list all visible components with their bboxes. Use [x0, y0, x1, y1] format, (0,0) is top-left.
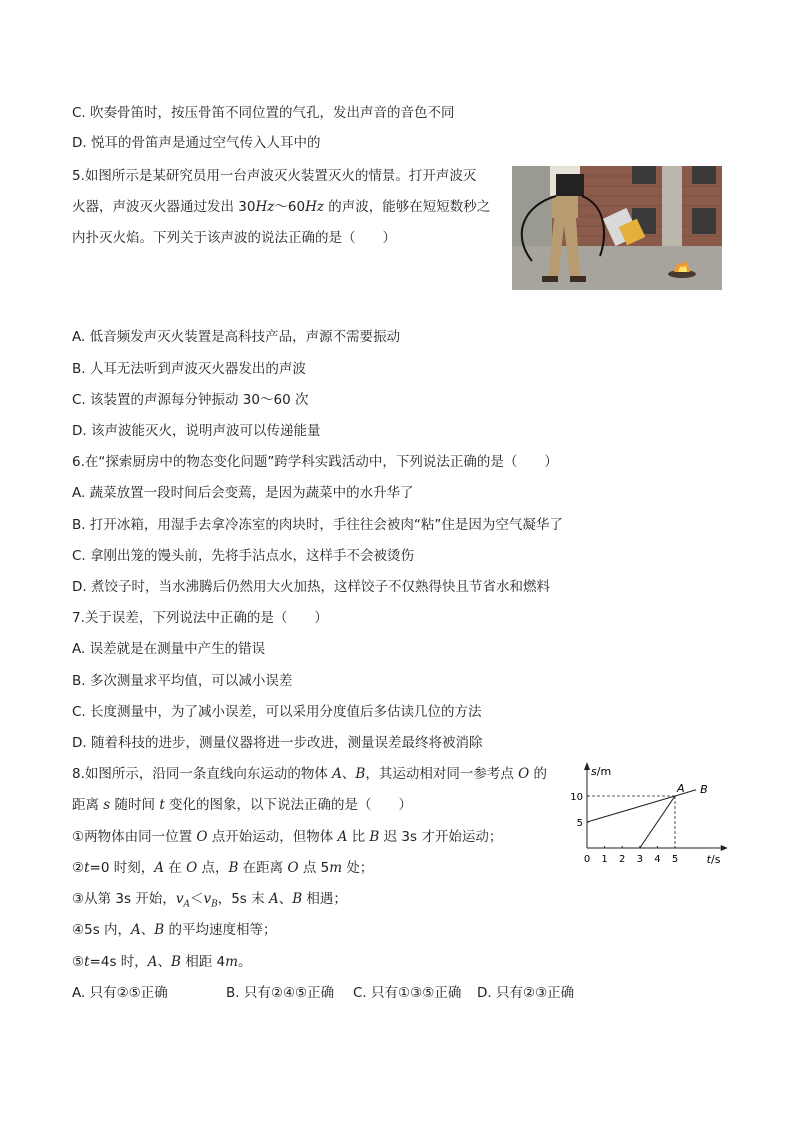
- q7-option-a: A. 误差就是在测量中产生的错误: [72, 641, 266, 657]
- q4-option-c: C. 吹奏骨笛时，按压骨笛不同位置的气孔，发出声音的音色不同: [72, 105, 455, 121]
- sonic-extinguisher-photo: [512, 166, 722, 290]
- y-tick-label: 5: [576, 818, 583, 829]
- q5-stem-line2: 火器，声波灭火器通过发出 30Hz～60Hz 的声波，能够在短短数秒之: [72, 199, 491, 215]
- q7-option-c: C. 长度测量中，为了减小误差，可以采用分度值后多估读几位的方法: [72, 704, 482, 720]
- x-tick-label: 3: [636, 854, 643, 865]
- q8-statement-5: ⑤t=4s 时，A、B 相距 4m。: [72, 954, 252, 970]
- q6-option-d: D. 煮饺子时，当水沸腾后仍然用大火加热，这样饺子不仅熟得快且节省水和燃料: [72, 579, 550, 595]
- q7-option-b: B. 多次测量求平均值，可以减小误差: [72, 673, 293, 689]
- q8-statement-2: ②t=0 时刻，A 在 O 点，B 在距离 O 点 5m 处；: [72, 860, 374, 876]
- q5-stem-line3: 内扑灭火焰。下列关于该声波的说法正确的是（ ）: [72, 230, 396, 246]
- q8-option-a: A. 只有②⑤正确: [72, 985, 168, 1001]
- q8-option-c: C. 只有①③⑤正确: [353, 985, 462, 1001]
- q8-option-b: B. 只有②④⑤正确: [226, 985, 335, 1001]
- y-tick-label: 10: [570, 792, 583, 803]
- q6-stem: 6.在“探索厨房中的物态变化问题”跨学科实践活动中，下列说法正确的是（ ）: [72, 454, 558, 470]
- q8-statement-3: ③从第 3s 开始，$v_A<v_B$，5s 末 A、B 相遇；: [72, 891, 347, 910]
- q8-statement-4: ④5s 内，A、B 的平均速度相等；: [72, 922, 277, 938]
- q5-option-b: B. 人耳无法听到声波灭火器发出的声波: [72, 361, 306, 377]
- q5-option-a: A. 低音频发声灭火装置是高科技产品，声源不需要振动: [72, 329, 401, 345]
- y-axis-arrow: [584, 762, 590, 770]
- series-a-label: A: [677, 782, 685, 795]
- q8-option-d: D. 只有②③正确: [477, 985, 575, 1001]
- x-tick-label: 2: [619, 854, 626, 865]
- q8-statement-1: ①两物体由同一位置 O 点开始运动，但物体 A 比 B 迟 3s 才开始运动；: [72, 829, 503, 845]
- series-b-label: B: [700, 782, 708, 796]
- y-axis-label: s/m: [591, 765, 612, 778]
- x-tick-label: 0: [583, 854, 591, 865]
- x-tick-label: 5: [671, 854, 679, 865]
- q8-stem-line2: 距离 s 随时间 t 变化的图象，以下说法正确的是（ ）: [72, 797, 413, 813]
- q5-option-c: C. 该装置的声源每分钟振动 30～60 次: [72, 392, 309, 408]
- x-tick-label: 1: [601, 854, 608, 865]
- x-axis-label: t/s: [706, 853, 721, 866]
- q6-option-a: A. 蔬菜放置一段时间后会变蔫，是因为蔬菜中的水升华了: [72, 485, 414, 501]
- q8-options: [72, 983, 574, 1003]
- q6-option-c: C. 拿刚出笼的馒头前，先将手沾点水，这样手不会被烫伤: [72, 548, 415, 564]
- q6-option-b: B. 打开冰箱，用湿手去拿冷冻室的肉块时，手往往会被肉“粘”住是因为空气凝华了: [72, 517, 563, 533]
- q7-stem: 7.关于误差，下列说法中正确的是（ ）: [72, 610, 328, 626]
- x-tick-label: 4: [654, 854, 661, 865]
- q8-stem-line1: 8.如图所示，沿同一条直线向东运动的物体 A、B，其运动相对同一参考点 O 的: [72, 766, 548, 782]
- x-axis-arrow: [721, 845, 728, 851]
- q7-option-d: D. 随着科技的进步，测量仪器将进一步改进，测量误差最终将被消除: [72, 735, 483, 751]
- st-graph: [560, 760, 730, 870]
- q4-option-d: D. 悦耳的骨笛声是通过空气传入人耳中的: [72, 135, 321, 151]
- series-a-line: [640, 796, 675, 848]
- q5-stem-line1: 5.如图所示是某研究员用一台声波灭火装置灭火的情景。打开声波灭: [72, 168, 477, 184]
- q5-option-d: D. 该声波能灭火，说明声波可以传递能量: [72, 423, 321, 439]
